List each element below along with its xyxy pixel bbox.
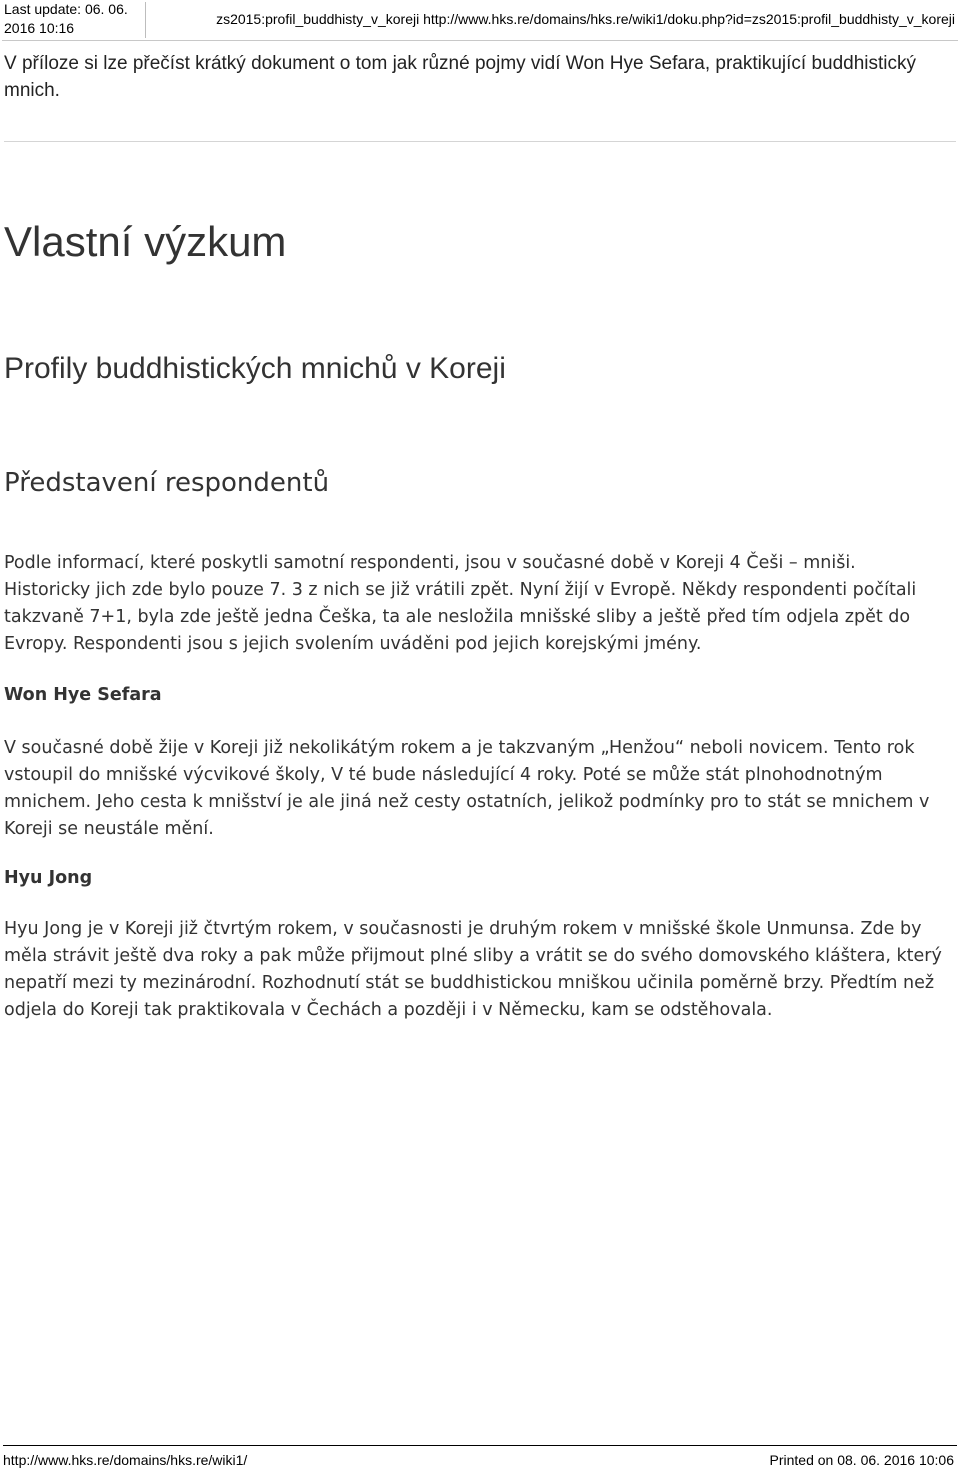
paragraph-hyu-jong: Hyu Jong je v Koreji již čtvrtým rokem, v současnosti je druhým rokem v mnišské škole Unmunsa. Zde by měla strávit ještě dva roky a pak může přijmout plné sliby a vrátit se do svého domovského kláštera, který nepatří mezi ty mezinárodní. Rozhodnutí stát se buddhistickou mniškou učinila poměrně brzy. Předtím než odjela do Koreji tak praktikovala v Čechách a později i v Německu, kam se odstěhovala. xyxy=(4,919,942,1020)
page-id-url: zs2015:profil_buddhisty_v_koreji http://www.hks.re/domains/hks.re/wiki1/doku.php?id=zs2015:profil_buddhisty_v_koreji xyxy=(216,11,955,27)
paragraph-respondents-intro: Podle informací, které poskytli samotní respondenti, jsou v současné době v Koreji 4 Češi – mniši. Historicky jich zde bylo pouze 7. 3 z nich se již vrátili zpět. Nyní žijí v Evropě. Někdy respondenti počítali takzvaně 7+1, byla zde ještě jedna Češka, ta ale nesložila mnišské sliby a ještě před tím odjela zpět do Evropy. Respondenti jsou s jejich svolením uváděni pod jejich korejskými jmény. xyxy=(4,553,917,654)
page-footer xyxy=(0,1443,960,1472)
page-header xyxy=(0,0,960,40)
header-divider xyxy=(145,2,146,38)
heading-predstaveni: Představení respondentů xyxy=(4,468,330,498)
footer-rule xyxy=(3,1445,957,1446)
content-divider xyxy=(4,141,956,142)
heading-vlastni-vyzkum: Vlastní výzkum xyxy=(4,218,287,265)
header-rule xyxy=(2,40,958,41)
printed-date: Printed on 08. 06. 2016 10:06 xyxy=(769,1452,954,1468)
footer-url: http://www.hks.re/domains/hks.re/wiki1/ xyxy=(3,1452,248,1468)
heading-hyu-jong: Hyu Jong xyxy=(4,868,93,888)
paragraph-won-hye-sefara: V současné době žije v Koreji již nekolikátým rokem a je takzvaným „Henžou“ neboli novicem. Tento rok vstoupil do mnišské výcvikové školy, V té bude následující 4 roky. Poté se může stát plnohodnotným mnichem. Jeho cesta k mnišství je ale jiná než cesty ostatních, jelikož podmínky pro to stát se mnichem v Koreji se neustále mění. xyxy=(4,738,930,839)
heading-won-hye-sefara: Won Hye Sefara xyxy=(4,685,162,705)
last-update: Last update: 06. 06. 2016 10:16 xyxy=(4,1,128,36)
heading-profily: Profily buddhistických mnichů v Koreji xyxy=(4,352,506,385)
intro-text: V příloze si lze přečíst krátký dokument o tom jak různé pojmy vidí Won Hye Sefara, praktikující buddhistický mnich. xyxy=(4,53,917,101)
